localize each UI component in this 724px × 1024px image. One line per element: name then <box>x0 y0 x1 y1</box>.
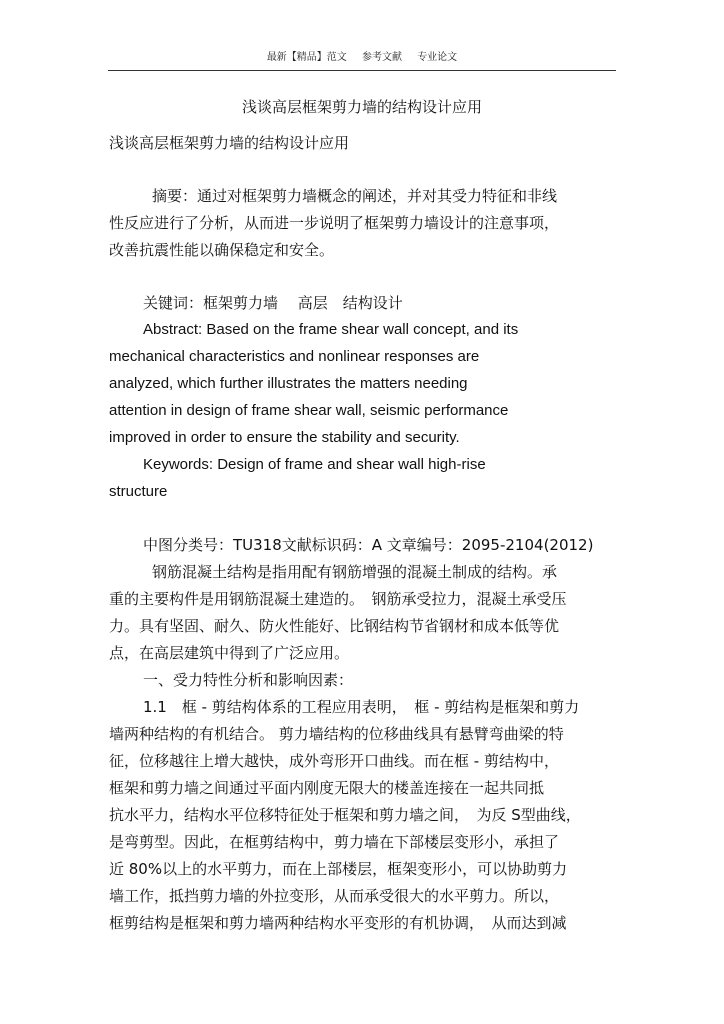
section-paragraph-line: 框剪结构是框架和剪力墙两种结构水平变形的有机协调， 从而达到减 <box>109 914 567 932</box>
abstract-en-line: mechanical characteristics and nonlinear responses are <box>109 348 480 365</box>
abstract-en-line: attention in design of frame shear wall, seismic performance <box>109 402 509 419</box>
body-paragraph-line: 钢筋混凝土结构是指用配有钢筋增强的混凝土制成的结构。承 <box>152 563 558 581</box>
header-divider <box>108 70 616 71</box>
keywords-en-line: structure <box>109 483 168 500</box>
section-paragraph-line: 是弯剪型。因此，在框剪结构中，剪力墙在下部楼层变形小，承担了 <box>109 833 560 851</box>
section-heading: 一、受力特性分析和影响因素： <box>143 671 354 689</box>
abstract-en-line: Abstract: Based on the frame shear wall concept, and its <box>143 321 519 338</box>
header-item-papers: 专业论文 <box>417 52 458 63</box>
header-item-references: 参考文献 <box>362 52 402 63</box>
abstract-zh-line: 改善抗震性能以确保稳定和安全。 <box>109 241 335 259</box>
section-paragraph-line: 近 80%以上的水平剪力，而在上部楼层，框架变形小，可以协助剪力 <box>109 860 568 878</box>
document-title-left: 浅谈高层框架剪力墙的结构设计应用 <box>109 134 350 152</box>
document-title-centered: 浅谈高层框架剪力墙的结构设计应用 <box>241 98 482 116</box>
abstract-zh-line: 性反应进行了分析，从而进一步说明了框架剪力墙设计的注意事项， <box>109 214 560 232</box>
section-paragraph-line: 框架和剪力墙之间通过平面内刚度无限大的楼盖连接在一起共同抵 <box>109 779 545 797</box>
header-item-featured: 最新【精品】范文 <box>266 52 347 63</box>
section-paragraph-line: 抗水平力，结构水平位移特征处于框架和剪力墙之间， 为反 S型曲线， <box>109 806 581 824</box>
body-paragraph-line: 点，在高层建筑中得到了广泛应用。 <box>109 644 350 662</box>
abstract-zh-line: 摘要：通过对框架剪力墙概念的阐述，并对其受力特征和非线 <box>152 187 558 205</box>
keywords-zh: 关键词：框架剪力墙 高层 结构设计 <box>143 294 403 312</box>
section-paragraph-line: 征，位移越往上增大越快，成外弯形开口曲线。而在框 - 剪结构中， <box>109 752 559 770</box>
keywords-en-line: Keywords: Design of frame and shear wall high-rise <box>143 456 486 473</box>
classification-line: 中图分类号：TU318文献标识码：A 文章编号：2095-2104(2012) <box>143 536 594 554</box>
page-header <box>0 51 724 65</box>
section-paragraph-line: 墙工作，抵挡剪力墙的外拉变形，从而承受很大的水平剪力。所以， <box>109 887 560 905</box>
body-paragraph-line: 重的主要构件是用钢筋混凝土建造的。 钢筋承受拉力，混凝土承受压 <box>109 590 567 608</box>
abstract-en-line: analyzed, which further illustrates the matters needing <box>109 375 468 392</box>
section-paragraph-line: 1.1 框 - 剪结构体系的工程应用表明， 框 - 剪结构是框架和剪力 <box>143 698 580 716</box>
section-paragraph-line: 墙两种结构的有机结合。 剪力墙结构的位移曲线具有悬臂弯曲梁的特 <box>109 725 564 743</box>
body-paragraph-line: 力。具有坚固、耐久、防火性能好、比钢结构节省钢材和成本低等优 <box>109 617 560 635</box>
abstract-en-line: improved in order to ensure the stability and security. <box>109 429 460 446</box>
